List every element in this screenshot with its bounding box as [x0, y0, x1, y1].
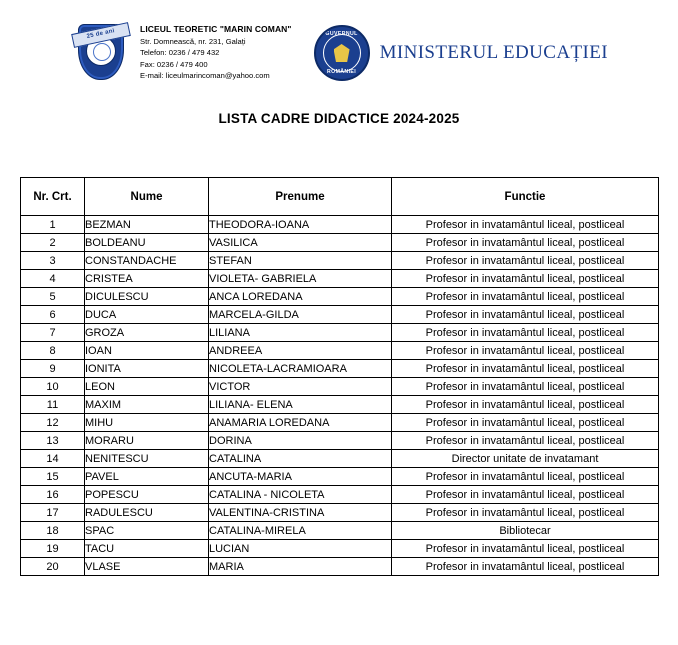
- cell-prenume: NICOLETA-LACRAMIOARA: [209, 360, 392, 378]
- school-identity-block: [70, 22, 292, 84]
- cell-prenume: ANDREEA: [209, 342, 392, 360]
- table-row: [21, 504, 659, 522]
- cell-nume: MAXIM: [85, 396, 209, 414]
- cell-prenume: DORINA: [209, 432, 392, 450]
- cell-nume: CRISTEA: [85, 270, 209, 288]
- cell-functie: Profesor in invatamântul liceal, postliceal: [392, 468, 659, 486]
- cell-prenume: MARIA: [209, 558, 392, 576]
- cell-functie: Profesor in invatamântul liceal, postliceal: [392, 342, 659, 360]
- cell-nume: MORARU: [85, 432, 209, 450]
- cell-nume: RADULESCU: [85, 504, 209, 522]
- table-header-row: [21, 178, 659, 216]
- cell-nr: 16: [21, 486, 85, 504]
- cell-nume: LEON: [85, 378, 209, 396]
- cell-prenume: MARCELA-GILDA: [209, 306, 392, 324]
- cell-prenume: ANAMARIA LOREDANA: [209, 414, 392, 432]
- ministry-name: MINISTERUL EDUCAȚIEI: [379, 42, 608, 63]
- cell-prenume: LILIANA- ELENA: [209, 396, 392, 414]
- cell-nr: 17: [21, 504, 85, 522]
- cell-prenume: VIOLETA- GABRIELA: [209, 270, 392, 288]
- cell-prenume: STEFAN: [209, 252, 392, 270]
- school-name: LICEUL TEORETIC "MARIN COMAN": [140, 24, 292, 35]
- cell-nr: 19: [21, 540, 85, 558]
- column-header-functie: Functie: [392, 178, 659, 216]
- cell-functie: Profesor in invatamântul liceal, postliceal: [392, 540, 659, 558]
- cell-functie: Profesor in invatamântul liceal, postliceal: [392, 504, 659, 522]
- table-row: [21, 270, 659, 288]
- cell-prenume: ANCUTA-MARIA: [209, 468, 392, 486]
- table-row: [21, 396, 659, 414]
- table-row: [21, 432, 659, 450]
- cell-nr: 9: [21, 360, 85, 378]
- cell-nume: SPAC: [85, 522, 209, 540]
- cell-nume: POPESCU: [85, 486, 209, 504]
- cell-nr: 6: [21, 306, 85, 324]
- table-row: [21, 414, 659, 432]
- cell-prenume: ANCA LOREDANA: [209, 288, 392, 306]
- cell-functie: Profesor in invatamântul liceal, postliceal: [392, 234, 659, 252]
- table-row: [21, 558, 659, 576]
- cell-prenume: LUCIAN: [209, 540, 392, 558]
- column-header-prenume: Prenume: [209, 178, 392, 216]
- cell-prenume: LILIANA: [209, 324, 392, 342]
- cell-nume: BEZMAN: [85, 216, 209, 234]
- cell-nume: PAVEL: [85, 468, 209, 486]
- table-body: [21, 216, 659, 576]
- cell-nume: MIHU: [85, 414, 209, 432]
- table-row: [21, 540, 659, 558]
- school-logo-icon: [70, 22, 132, 84]
- ministry-identity-block: [314, 25, 608, 81]
- cell-prenume: CATALINA: [209, 450, 392, 468]
- school-address: Str. Domnească, nr. 231, Galați: [140, 36, 246, 46]
- cell-nr: 11: [21, 396, 85, 414]
- cell-nume: DUCA: [85, 306, 209, 324]
- table-row: [21, 378, 659, 396]
- cell-nr: 15: [21, 468, 85, 486]
- page-title: LISTA CADRE DIDACTICE 2024-2025: [218, 111, 460, 126]
- cell-functie: Profesor in invatamântul liceal, postliceal: [392, 252, 659, 270]
- table-row: [21, 252, 659, 270]
- cell-prenume: CATALINA-MIRELA: [209, 522, 392, 540]
- cell-nr: 8: [21, 342, 85, 360]
- table-row: [21, 306, 659, 324]
- cell-nume: GROZA: [85, 324, 209, 342]
- cell-nr: 7: [21, 324, 85, 342]
- table-row: [21, 468, 659, 486]
- cell-nr: 4: [21, 270, 85, 288]
- column-header-nr: Nr. Crt.: [21, 178, 85, 216]
- cell-prenume: VICTOR: [209, 378, 392, 396]
- seal-text-top: GUVERNUL: [325, 31, 358, 37]
- cell-functie: Profesor in invatamântul liceal, postliceal: [392, 378, 659, 396]
- cell-functie: Profesor in invatamântul liceal, postliceal: [392, 558, 659, 576]
- logo-anniversary-ribbon: 25 de ani: [71, 22, 131, 48]
- cell-nume: BOLDEANU: [85, 234, 209, 252]
- cell-nr: 1: [21, 216, 85, 234]
- cell-nr: 10: [21, 378, 85, 396]
- table-row: [21, 360, 659, 378]
- cell-nume: TACU: [85, 540, 209, 558]
- cell-functie: Profesor in invatamântul liceal, postliceal: [392, 306, 659, 324]
- cell-functie: Profesor in invatamântul liceal, postliceal: [392, 360, 659, 378]
- cell-prenume: VALENTINA-CRISTINA: [209, 504, 392, 522]
- table-row: [21, 234, 659, 252]
- cell-functie: Director unitate de invatamant: [392, 450, 659, 468]
- cell-nr: 13: [21, 432, 85, 450]
- table-row: [21, 450, 659, 468]
- table-row: [21, 522, 659, 540]
- cell-nr: 12: [21, 414, 85, 432]
- cell-functie: Profesor in invatamântul liceal, postliceal: [392, 270, 659, 288]
- table-row: [21, 216, 659, 234]
- document-header: [0, 0, 678, 84]
- cell-functie: Profesor in invatamântul liceal, postliceal: [392, 396, 659, 414]
- school-email: E-mail: liceulmarincoman@yahoo.com: [140, 71, 270, 81]
- cell-functie: Profesor in invatamântul liceal, postliceal: [392, 486, 659, 504]
- cell-prenume: CATALINA - NICOLETA: [209, 486, 392, 504]
- cell-functie: Profesor in invatamântul liceal, postliceal: [392, 288, 659, 306]
- cell-nume: DICULESCU: [85, 288, 209, 306]
- cell-functie: Bibliotecar: [392, 522, 659, 540]
- cell-functie: Profesor in invatamântul liceal, postliceal: [392, 414, 659, 432]
- cell-nume: NENITESCU: [85, 450, 209, 468]
- cell-nr: 14: [21, 450, 85, 468]
- cell-functie: Profesor in invatamântul liceal, postliceal: [392, 432, 659, 450]
- cell-prenume: THEODORA-IOANA: [209, 216, 392, 234]
- cell-nume: IONITA: [85, 360, 209, 378]
- cell-nr: 2: [21, 234, 85, 252]
- table-row: [21, 288, 659, 306]
- cell-functie: Profesor in invatamântul liceal, postliceal: [392, 324, 659, 342]
- school-phone: Telefon: 0236 / 479 432: [140, 48, 220, 58]
- table-row: [21, 486, 659, 504]
- cell-functie: Profesor in invatamântul liceal, postliceal: [392, 216, 659, 234]
- teachers-table-container: [20, 177, 658, 576]
- cell-nr: 5: [21, 288, 85, 306]
- cell-prenume: VASILICA: [209, 234, 392, 252]
- cell-nume: CONSTANDACHE: [85, 252, 209, 270]
- cell-nr: 20: [21, 558, 85, 576]
- school-contact-text: [140, 24, 292, 82]
- table-row: [21, 342, 659, 360]
- seal-text-bottom: ROMÂNIEI: [326, 69, 357, 75]
- cell-nr: 18: [21, 522, 85, 540]
- table-header-row-group: [21, 178, 659, 216]
- column-header-nume: Nume: [85, 178, 209, 216]
- table-row: [21, 324, 659, 342]
- cell-nume: VLASE: [85, 558, 209, 576]
- school-fax: Fax: 0236 / 479 400: [140, 59, 208, 69]
- teachers-table: [20, 177, 659, 576]
- cell-nr: 3: [21, 252, 85, 270]
- government-seal-icon: [314, 25, 370, 81]
- cell-nume: IOAN: [85, 342, 209, 360]
